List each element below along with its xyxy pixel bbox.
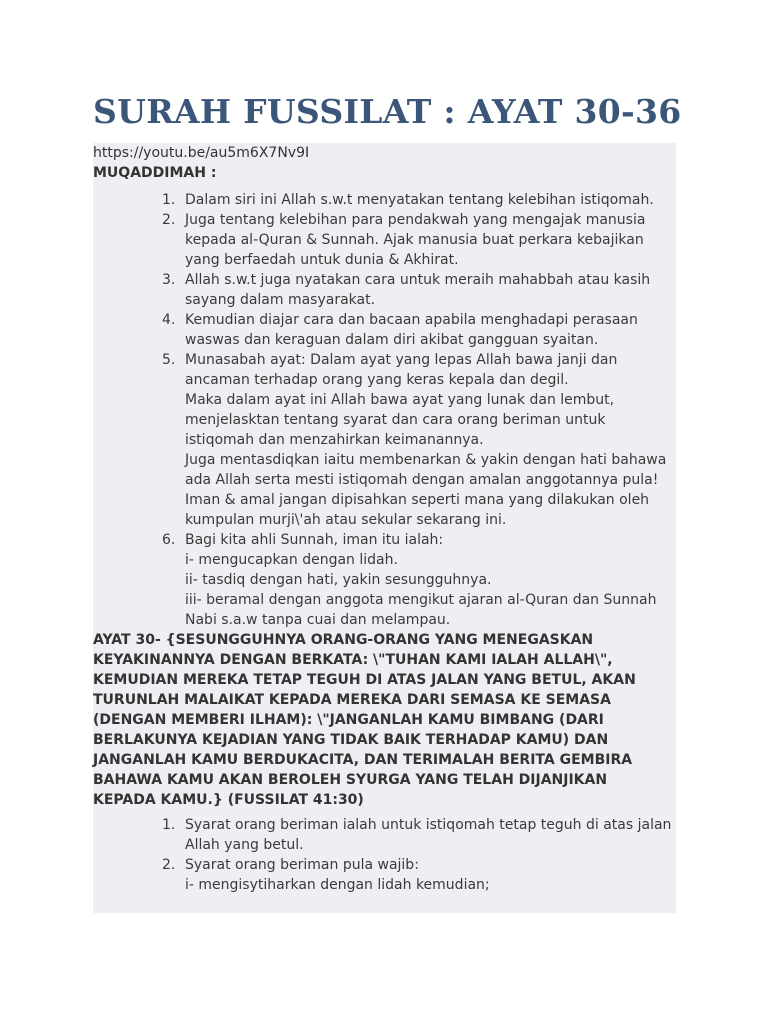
list-item xyxy=(93,210,676,270)
list-item xyxy=(93,190,676,210)
list-item-number: 1. xyxy=(162,192,176,208)
list-item-text: Syarat orang beriman ialah untuk istiqomah tetap teguh di atas jalan Allah yang betul. xyxy=(185,817,672,853)
list-item-number: 1. xyxy=(162,817,176,833)
list-item-text: Juga mentasdiqkan iaitu membenarkan & yakin dengan hati bahawa ada Allah serta mesti istiqomah dengan amalan anggotannya pula! xyxy=(185,452,667,488)
list-item-number: 5. xyxy=(162,352,176,368)
list-item xyxy=(93,310,676,350)
list-item-text: i- mengucapkan dengan lidah. xyxy=(185,552,398,568)
list-item-number: 2. xyxy=(162,212,176,228)
list-item-text: i- mengisytiharkan dengan lidah kemudian; xyxy=(185,877,490,893)
list-item-text: Kemudian diajar cara dan bacaan apabila menghadapi perasaan waswas dan keraguan dalam diri akibat gangguan syaitan. xyxy=(185,312,638,348)
list-item-text: Iman & amal jangan dipisahkan seperti mana yang dilakukan oleh kumpulan murji\'ah atau sekular sekarang ini. xyxy=(185,492,650,528)
muqaddimah-list xyxy=(93,190,676,630)
video-link[interactable]: https://youtu.be/au5m6X7Nv9I xyxy=(93,145,310,161)
list-item-number: 6. xyxy=(162,532,176,548)
ayat-30-paragraph: AYAT 30- {SESUNGGUHNYA ORANG-ORANG YANG MENEGASKAN KEYAKINANNYA DENGAN BERKATA: \"TUHAN KAMI IALAH ALLAH\", KEMUDIAN MEREKA TETAP TEGUH DI ATAS JALAN YANG BETUL, AKAN TURUNLAH MALAIKAT KEPADA MEREKA DARI SEMASA KE SEMASA (DENGAN MEMBERI ILHAM): \"JANGANLAH KAMU BIMBANG (DARI BERLAKUNYA KEJADIAN YANG TIDAK BAIK TERHADAP KAMU) DAN JANGANLAH KAMU BERDUKACITA, DAN TERIMALAH BERITA GEMBIRA BAHAWA KAMU AKAN BEROLEH SYURGA YANG TELAH DIJANJIKAN KEPADA KAMU.} (FUSSILAT 41:30) xyxy=(93,632,636,808)
list-item-text: Munasabah ayat: Dalam ayat yang lepas Allah bawa janji dan ancaman terhadap orang yang keras kepala dan degil. xyxy=(185,352,618,388)
muqaddimah-heading: MUQADDIMAH : xyxy=(93,165,217,181)
list-item xyxy=(93,530,676,630)
list-item xyxy=(93,815,676,855)
list-item xyxy=(93,350,676,530)
list-item-text: Maka dalam ayat ini Allah bawa ayat yang lunak dan lembut, menjelasktan tentang syarat dan cara orang beriman untuk istiqomah dan menzahirkan keimanannya. xyxy=(185,392,615,448)
document-body xyxy=(93,143,676,895)
ayat-30-notes-list xyxy=(93,815,676,895)
list-item-number: 2. xyxy=(162,857,176,873)
list-item-text: iii- beramal dengan anggota mengikut ajaran al-Quran dan Sunnah Nabi s.a.w tanpa cuai dan melampau. xyxy=(185,592,657,628)
list-item xyxy=(93,855,676,895)
list-item-text: Juga tentang kelebihan para pendakwah yang mengajak manusia kepada al-Quran & Sunnah. Ajak manusia buat perkara kebajikan yang berfaedah untuk dunia & Akhirat. xyxy=(185,212,646,268)
list-item-text: Bagi kita ahli Sunnah, iman itu ialah: xyxy=(185,532,444,548)
list-item-number: 3. xyxy=(162,272,176,288)
list-item-text: Syarat orang beriman pula wajib: xyxy=(185,857,419,873)
list-item-text: ii- tasdiq dengan hati, yakin sesungguhnya. xyxy=(185,572,492,588)
document-title: SURAH FUSSILAT : AYAT 30-36 xyxy=(93,92,682,131)
list-item-number: 4. xyxy=(162,312,176,328)
list-item-text: Allah s.w.t juga nyatakan cara untuk meraih mahabbah atau kasih sayang dalam masyarakat. xyxy=(185,272,651,308)
list-item-text: Dalam siri ini Allah s.w.t menyatakan tentang kelebihan istiqomah. xyxy=(185,192,654,208)
list-item xyxy=(93,270,676,310)
